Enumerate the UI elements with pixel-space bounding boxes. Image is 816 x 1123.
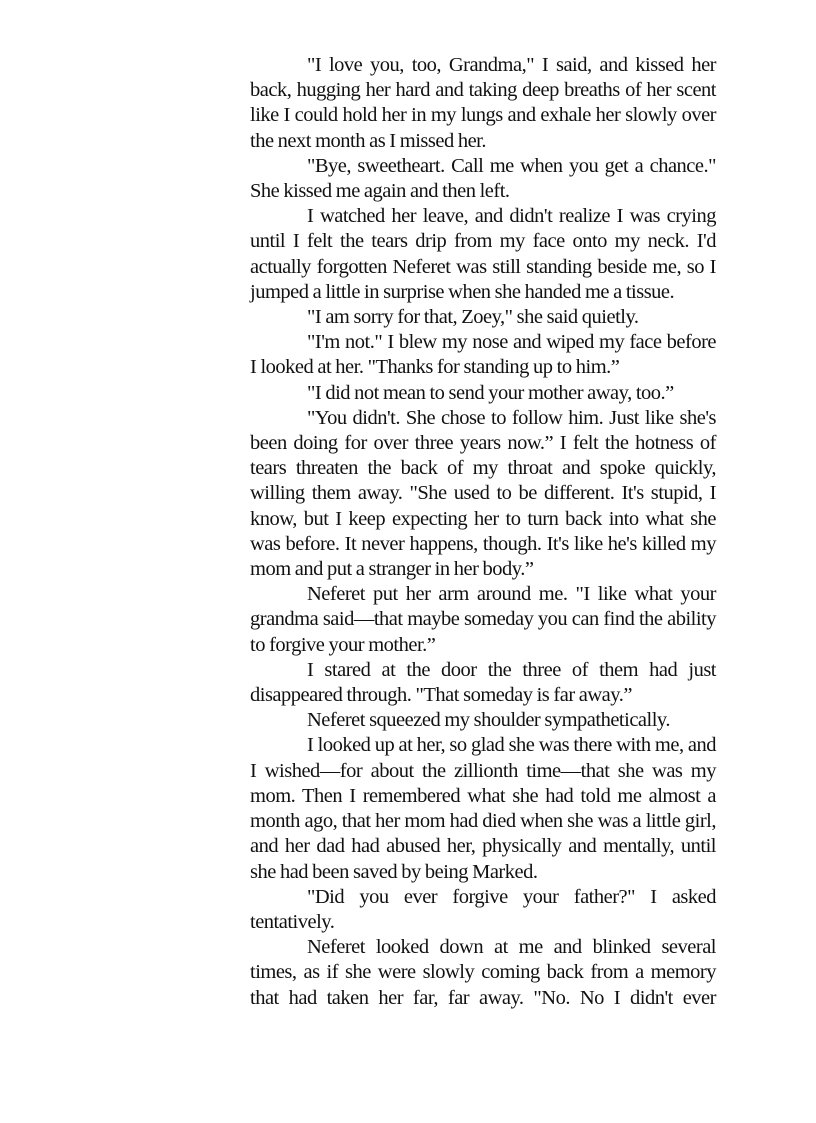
paragraph: I stared at the door the three of them had just disappeared through. "That someday is far away.” (250, 658, 716, 707)
body-text (250, 53, 716, 1011)
paragraph: Neferet put her arm around me. "I like what your grandma said—that maybe someday you can find the ability to forgive your mother.” (250, 583, 716, 656)
paragraph: I looked up at her, so glad she was there with me, and I wished—for about the zillionth time—that she was my mom. Then I remembered what she had told me almost a month ago, that her mom had died when she was a little girl, and her dad had abused her, physically and mentally, until she had been saved by being Marked. (250, 734, 716, 883)
paragraph: "You didn't. She chose to follow him. Just like she's been doing for over three years now.” I felt the hotness of tears threaten the back of my throat and spoke quickly, willing them away. "She used to be different. It's stupid, I know, but I keep expecting her to turn back into what she was before. It never happens, though. It's like he's killed my mom and put a stranger in her body.” (250, 406, 716, 581)
paragraph: "I love you, too, Grandma," I said, and kissed her back, hugging her hard and taking deep breaths of her scent like I could hold her in my lungs and exhale her slowly over the next month as I missed her. (250, 54, 716, 152)
paragraph: "Did you ever forgive your father?" I asked tentatively. (250, 885, 716, 933)
paragraph: Neferet looked down at me and blinked several times, as if she were slowly coming back from a memory that had taken her far, far away. "No. No I didn't ever (250, 936, 716, 1009)
paragraph: "Bye, sweetheart. Call me when you get a chance." She kissed me again and then left. (250, 154, 716, 203)
paragraph: "I'm not." I blew my nose and wiped my face before I looked at her. "Thanks for standing up to him.” (250, 331, 716, 379)
paragraph: I watched her leave, and didn't realize I was crying until I felt the tears drip from my face onto my neck. I'd actually forgotten Neferet was still standing beside me, so I jumped a little in surprise when she handed me a tissue. (250, 205, 716, 303)
paragraph: "I am sorry for that, Zoey," she said quietly. (307, 306, 639, 329)
paragraph: "I did not mean to send your mother away, too.” (307, 381, 674, 404)
paragraph: Neferet squeezed my shoulder sympathetically. (307, 709, 670, 732)
